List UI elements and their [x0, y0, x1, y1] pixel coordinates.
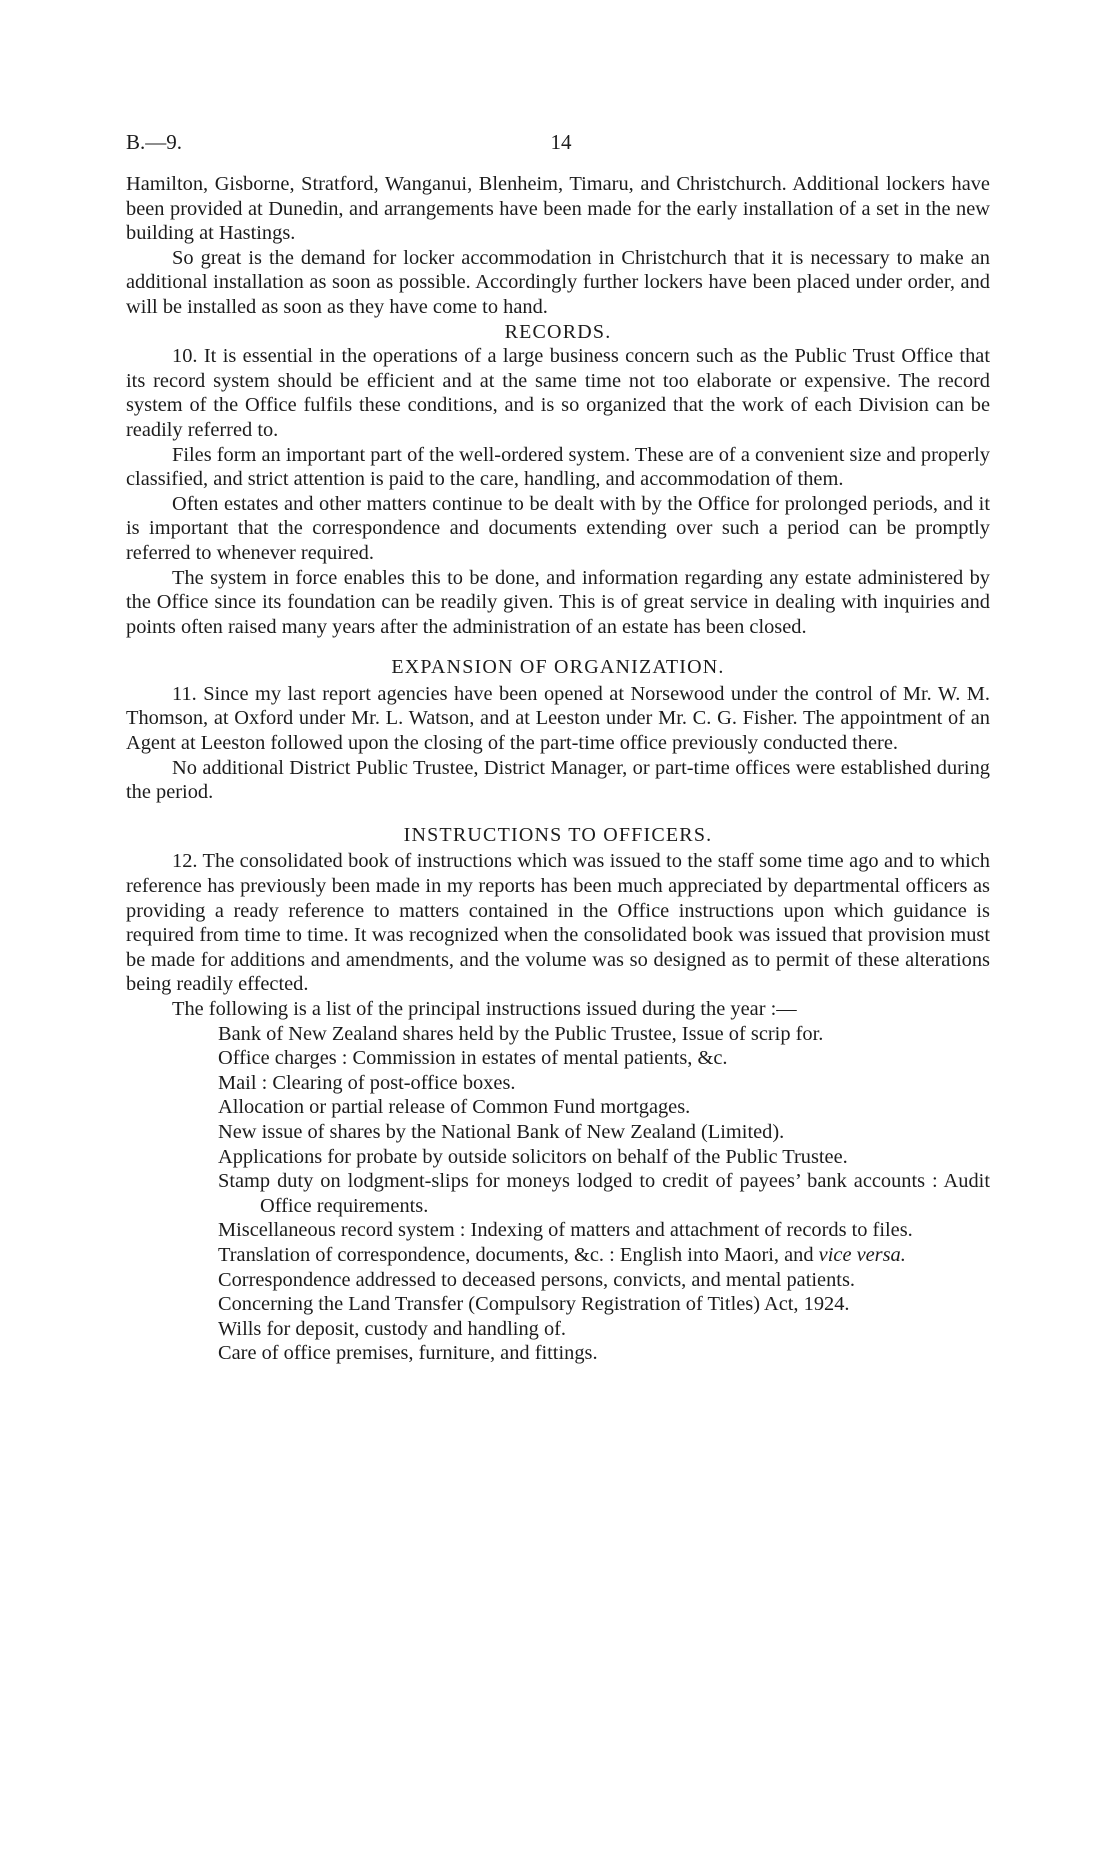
list-item: Stamp duty on lodgment-slips for moneys lodged to credit of payees’ bank accounts : Audit Office requirements.	[218, 1170, 990, 1217]
paragraph-no-additional: No additional District Public Trustee, District Manager, or part-time offices were established during the period.	[126, 756, 990, 804]
paragraph-estates: Often estates and other matters continue to be dealt with by the Office for prolonged periods, and it is important that the correspondence and documents extending over such a period can be promptly referred to whenever required.	[126, 492, 990, 564]
list-item: Mail : Clearing of post-office boxes.	[218, 1071, 516, 1094]
paragraph-files: Files form an important part of the well-ordered system. These are of a convenient size and properly classified, and strict attention is paid to the care, handling, and accommodation of them.	[126, 443, 990, 491]
list-item: Care of office premises, furniture, and fittings.	[218, 1342, 598, 1365]
instructions-list	[126, 1022, 990, 1366]
list-item: Miscellaneous record system : Indexing of matters and attachment of records to files.	[218, 1219, 913, 1242]
page-header	[126, 130, 996, 160]
translation-italic: vice versa.	[818, 1243, 906, 1266]
document-reference: B.—9.	[126, 130, 183, 154]
section-heading-expansion: EXPANSION OF ORGANIZATION.	[391, 656, 725, 679]
list-item: New issue of shares by the National Bank of New Zealand (Limited).	[218, 1120, 785, 1143]
paragraph-continuation: Hamilton, Gisborne, Stratford, Wanganui, Blenheim, Timaru, and Christchurch. Additional lockers have been provided at Dunedin, and arrangements have been made for the early installation of a set in the new building at Hastings.	[126, 173, 990, 245]
list-item: Applications for probate by outside solicitors on behalf of the Public Trustee.	[218, 1145, 848, 1168]
translation-text: Translation of correspondence, documents, &c. : English into Maori, and	[218, 1243, 814, 1266]
paragraph-locker-demand: So great is the demand for locker accommodation in Christchurch that it is necessary to make an additional installation as soon as possible. Accordingly further lockers have been placed under order, and will be installed as soon as they have come to hand.	[126, 246, 990, 318]
paragraph-10: 10. It is essential in the operations of a large business concern such as the Public Trust Office that its record system should be efficient and at the same time not too elaborate or expensive. The record system of the Office fulfils these conditions, and is so organized that the work of each Division can be readily referred to.	[126, 345, 990, 441]
paragraph-list-intro: The following is a list of the principal instructions issued during the year :—	[172, 998, 797, 1020]
section-heading-records: RECORDS.	[504, 320, 612, 343]
list-item: Bank of New Zealand shares held by the Public Trustee, Issue of scrip for.	[218, 1022, 824, 1045]
list-item: Concerning the Land Transfer (Compulsory Registration of Titles) Act, 1924.	[218, 1293, 850, 1316]
document-body	[126, 172, 990, 1366]
paragraph-11: 11. Since my last report agencies have been opened at Norsewood under the control of Mr. W. M. Thomson, at Oxford under Mr. L. Watson, and at Leeston under Mr. C. G. Fisher. The appointment of an Agent at Leeston followed upon the closing of the part-time office previously conducted there.	[126, 682, 990, 755]
list-item: Office charges : Commission in estates of mental patients, &c.	[218, 1047, 728, 1070]
list-item: Correspondence addressed to deceased persons, convicts, and mental patients.	[218, 1268, 855, 1291]
list-item-translation	[218, 1243, 990, 1268]
paragraph-12: 12. The consolidated book of instructions which was issued to the staff some time ago and to which reference has previously been made in my reports has been much appreciated by departmental officers as providing a ready reference to matters contained in the Office instructions upon which guidance is required from time to time. It was recognized when the consolidated book was issued that provision must be made for additions and amendments, and the volume was so designed as to permit of these alterations being readily effected.	[126, 850, 990, 996]
paragraph-system: The system in force enables this to be done, and information regarding any estate administered by the Office since its foundation can be readily given. This is of great service in dealing with inquiries and points often raised many years after the administration of an estate has been closed.	[126, 566, 990, 638]
list-item: Wills for deposit, custody and handling of.	[218, 1317, 567, 1340]
page-number: 14	[550, 130, 572, 154]
section-heading-instructions: INSTRUCTIONS TO OFFICERS.	[403, 823, 713, 846]
list-item: Allocation or partial release of Common Fund mortgages.	[218, 1096, 691, 1119]
